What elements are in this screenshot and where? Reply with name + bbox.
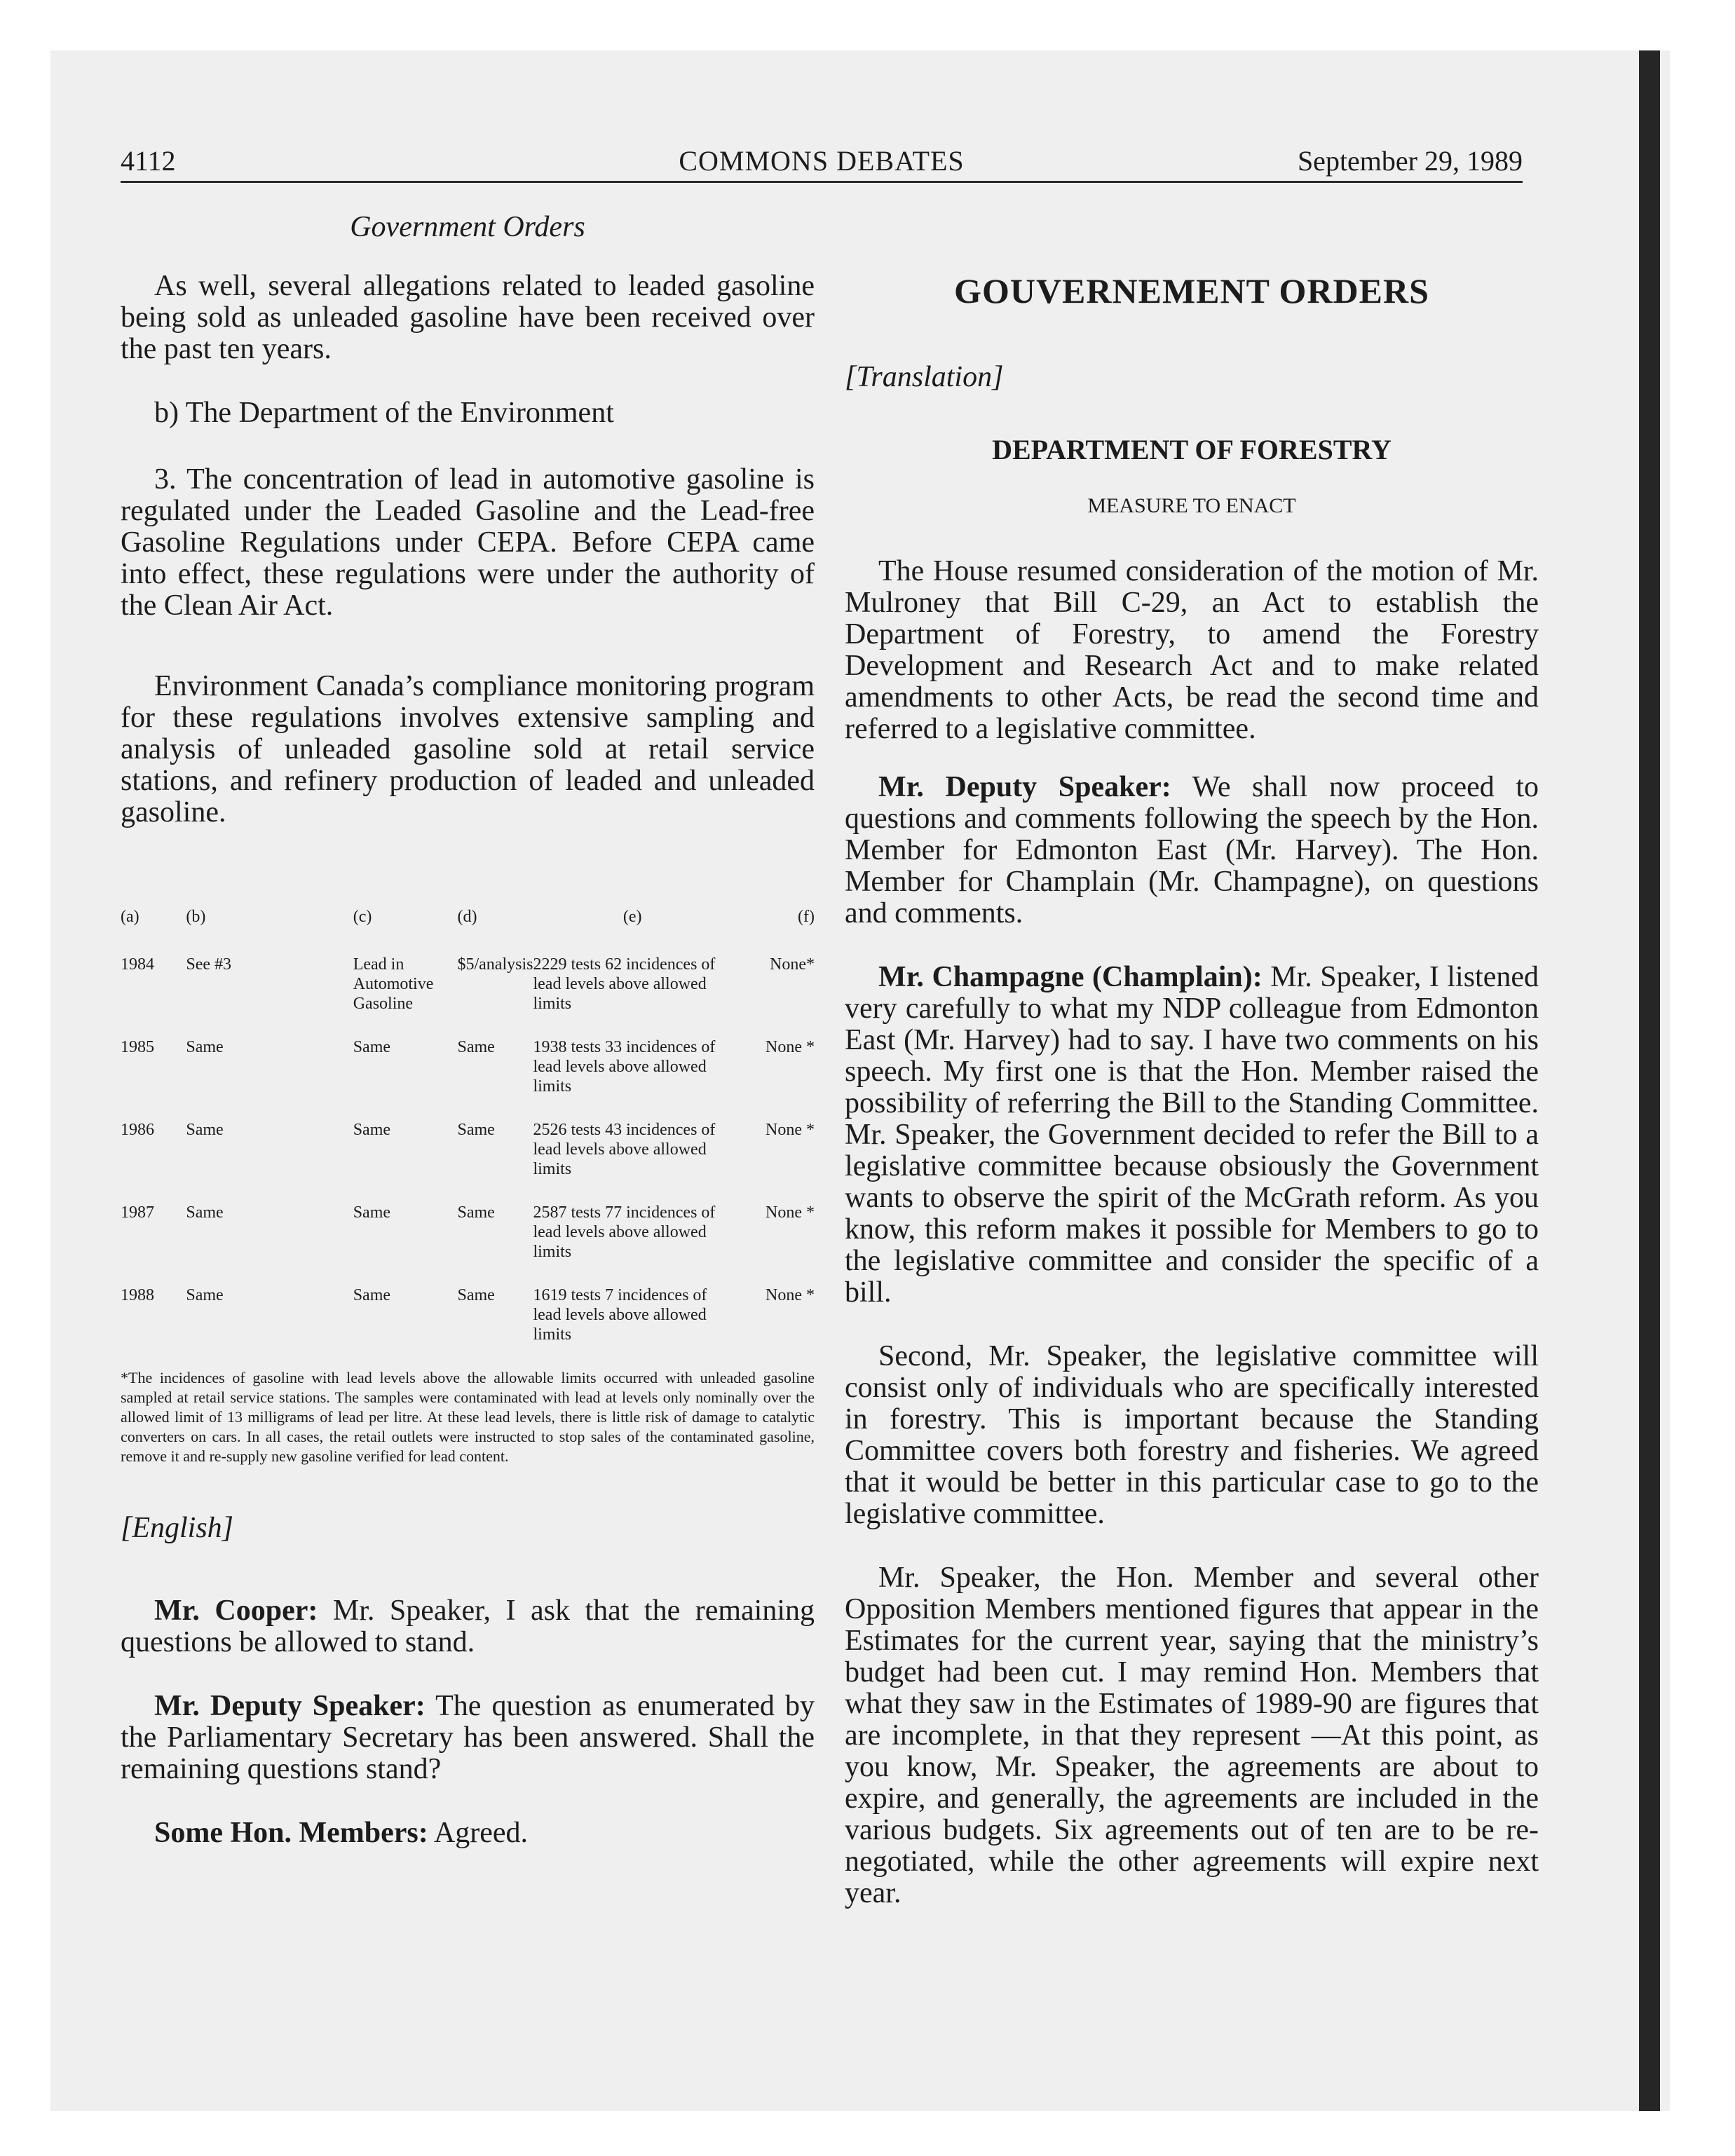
publication-title: COMMONS DEBATES bbox=[679, 145, 965, 177]
paragraph-regulation: 3. The concentration of lead in automotive gasoline is regulated under the Leaded Gasoline and the Lead-free Gasoline Regulations under CEPA. Before CEPA came into effect, these regulations were under the authority of the Clean Air Act. bbox=[121, 463, 815, 622]
lead-testing-table bbox=[121, 907, 815, 1368]
paragraph-allegations: As well, several allegations related to leaded gasoline being sold as unleaded gasoline have been received over the past ten years. bbox=[121, 270, 815, 365]
scan-edge-shadow bbox=[1639, 50, 1660, 2111]
column-header: (f) bbox=[798, 908, 815, 926]
table-cell: Lead in Automotive Gasoline bbox=[353, 955, 434, 1013]
table-cell: Same bbox=[457, 1038, 495, 1056]
table-cell: Same bbox=[457, 1203, 495, 1222]
speech-text: The question as enumerated by the Parliamentary Secretary has been answered. Shall the remaining questions stand? bbox=[121, 1690, 815, 1785]
table-cell: None * bbox=[766, 1203, 815, 1222]
table-cell: Same bbox=[186, 1121, 224, 1139]
speaker-name: Some Hon. Members: bbox=[154, 1817, 428, 1849]
page-number: 4112 bbox=[121, 145, 176, 177]
department-title: DEPARTMENT OF FORESTRY bbox=[992, 434, 1392, 465]
table-cell: Same bbox=[186, 1286, 224, 1304]
speech-deputy-speaker bbox=[121, 1691, 815, 1785]
table-row bbox=[121, 1285, 815, 1368]
table-cell: None* bbox=[770, 955, 815, 974]
table-row bbox=[121, 1037, 815, 1120]
header-rule bbox=[121, 181, 1523, 183]
table-cell: $5/analysis bbox=[457, 955, 533, 974]
table-cell: Same bbox=[353, 1121, 391, 1139]
paragraph-motion: The House resumed consideration of the motion of Mr. Mulroney that Bill C-29, an Act to establish the Department of Forestry, to amend the Forestry Development and Research Act and to make related amendments to other Acts, be read the second time and referred to a legislative committee. bbox=[845, 555, 1539, 745]
language-tag-english: [English] bbox=[121, 1512, 234, 1544]
speech-text: Mr. Speaker, I ask that the remaining questions be allowed to stand. bbox=[121, 1595, 815, 1658]
table-cell: 2229 tests 62 incidences of lead levels above allowed limits bbox=[533, 955, 716, 1013]
subhead-environment: b) The Department of the Environment bbox=[154, 397, 614, 429]
column-header: (c) bbox=[353, 908, 372, 926]
table-cell: None * bbox=[766, 1121, 815, 1139]
speaker-name: Mr. Deputy Speaker: bbox=[154, 1690, 426, 1722]
paragraph-monitoring: Environment Canada’s compliance monitoring program for these regulations involves extensive sampling and analysis of unleaded gasoline sold at retail service stations, and refinery production of leaded and unleaded gasoline. bbox=[121, 670, 815, 828]
language-tag-translation: [Translation] bbox=[845, 361, 1004, 393]
speech-members bbox=[121, 1817, 815, 1849]
table-cell: Same bbox=[353, 1038, 391, 1056]
column-header: (b) bbox=[186, 908, 206, 926]
table-cell: 1984 bbox=[121, 955, 154, 974]
table-cell: 1986 bbox=[121, 1121, 154, 1139]
table-cell: Same bbox=[353, 1286, 391, 1304]
speech-text: Mr. Speaker, I listened very carefully to what my NDP colleague from Edmonton East (Mr. Harvey) had to say. I have two comments on his speech. My first one is that the Hon. Member raised the possibility of referring the Bill to the Standing Committee. Mr. Speaker, the Government decided to refer the Bill to a legislative committee because obsiously the Government wants to observe the spirit of the McGrath reform. As you know, this reform makes it possible for Members to go to the legislative committee and consider the specific of a bill. bbox=[845, 961, 1539, 1309]
publication-date: September 29, 1989 bbox=[1297, 145, 1523, 177]
table-cell: 1988 bbox=[121, 1286, 154, 1304]
page-header bbox=[121, 140, 1523, 182]
speech-text: Agreed. bbox=[433, 1817, 529, 1849]
speech-cooper bbox=[121, 1595, 815, 1658]
speaker-name: Mr. Champagne (Champlain): bbox=[878, 961, 1263, 993]
paragraph-second: Second, Mr. Speaker, the legislative committee will consist only of individuals who are specifically interested in forestry. This is important because the Standing Committee covers both forestry and fisheries. We agreed that it would be better in this particular case to go to the legislative committee. bbox=[845, 1340, 1539, 1530]
table-row bbox=[121, 1120, 815, 1203]
table-cell: 1619 tests 7 incidences of lead levels above allowed limits bbox=[533, 1286, 707, 1344]
speech-text: We shall now proceed to questions and comments following the speech by the Hon. Member for Edmonton East (Mr. Harvey). The Hon. Member for Champlain (Mr. Champagne), on questions and comments. bbox=[845, 771, 1539, 929]
table-header-row bbox=[121, 907, 815, 955]
speaker-name: Mr. Cooper: bbox=[154, 1595, 318, 1627]
paragraph-third: Mr. Speaker, the Hon. Member and several other Opposition Members mentioned figures that appear in the Estimates for the current year, saying that the ministry’s budget had been cut. I may remind Hon. Members that what they saw in the Estimates of 1989-90 are figures that are incomplete, in that they represent —At this point, as you know, Mr. Speaker, the agreements are about to expire, and generally, the agreements are included in the various budgets. Six agreements out of ten are to be re-negotiated, while the other agreements will expire next year. bbox=[845, 1562, 1539, 1909]
table-cell: See #3 bbox=[186, 955, 232, 974]
table-row bbox=[121, 1203, 815, 1285]
table-cell: 1985 bbox=[121, 1038, 154, 1056]
column-header: (a) bbox=[121, 908, 140, 926]
table-cell: Same bbox=[186, 1038, 224, 1056]
table-row bbox=[121, 955, 815, 1037]
table-cell: 1987 bbox=[121, 1203, 154, 1222]
table-cell: None * bbox=[766, 1038, 815, 1056]
table-cell: Same bbox=[353, 1203, 391, 1222]
right-column bbox=[845, 210, 1539, 1909]
speaker-name: Mr. Deputy Speaker: bbox=[878, 771, 1171, 803]
column-header: (d) bbox=[457, 908, 477, 926]
column-header: (e) bbox=[622, 908, 642, 926]
measure-title: MEASURE TO ENACT bbox=[1087, 494, 1296, 517]
speech-deputy-speaker-right bbox=[845, 772, 1539, 929]
table-cell: Same bbox=[457, 1121, 495, 1139]
table-footnote: *The incidences of gasoline with lead levels above the allowable limits occurred with unleaded gasoline sampled at retail service stations. The samples were contaminated with lead at levels only nominally over the allowed limit of 13 milligrams of lead per litre. At these lead levels, there is little risk of damage to catalytic converters on cars. In all cases, the retail outlets were instructed to stop sales of the contaminated gasoline, remove it and re-supply new gasoline verified for lead content. bbox=[121, 1369, 815, 1465]
table-cell: 2526 tests 43 incidences of lead levels above allowed limits bbox=[533, 1121, 716, 1178]
table-cell: Same bbox=[457, 1286, 495, 1304]
section-title: GOUVERNEMENT ORDERS bbox=[954, 271, 1429, 311]
left-column bbox=[121, 210, 815, 1849]
running-head: Government Orders bbox=[350, 211, 585, 243]
table-cell: 2587 tests 77 incidences of lead levels above allowed limits bbox=[533, 1203, 716, 1261]
table-cell: Same bbox=[186, 1203, 224, 1222]
speech-champagne bbox=[845, 962, 1539, 1309]
table-cell: None * bbox=[766, 1286, 815, 1304]
table-cell: 1938 tests 33 incidences of lead levels above allowed limits bbox=[533, 1038, 716, 1096]
